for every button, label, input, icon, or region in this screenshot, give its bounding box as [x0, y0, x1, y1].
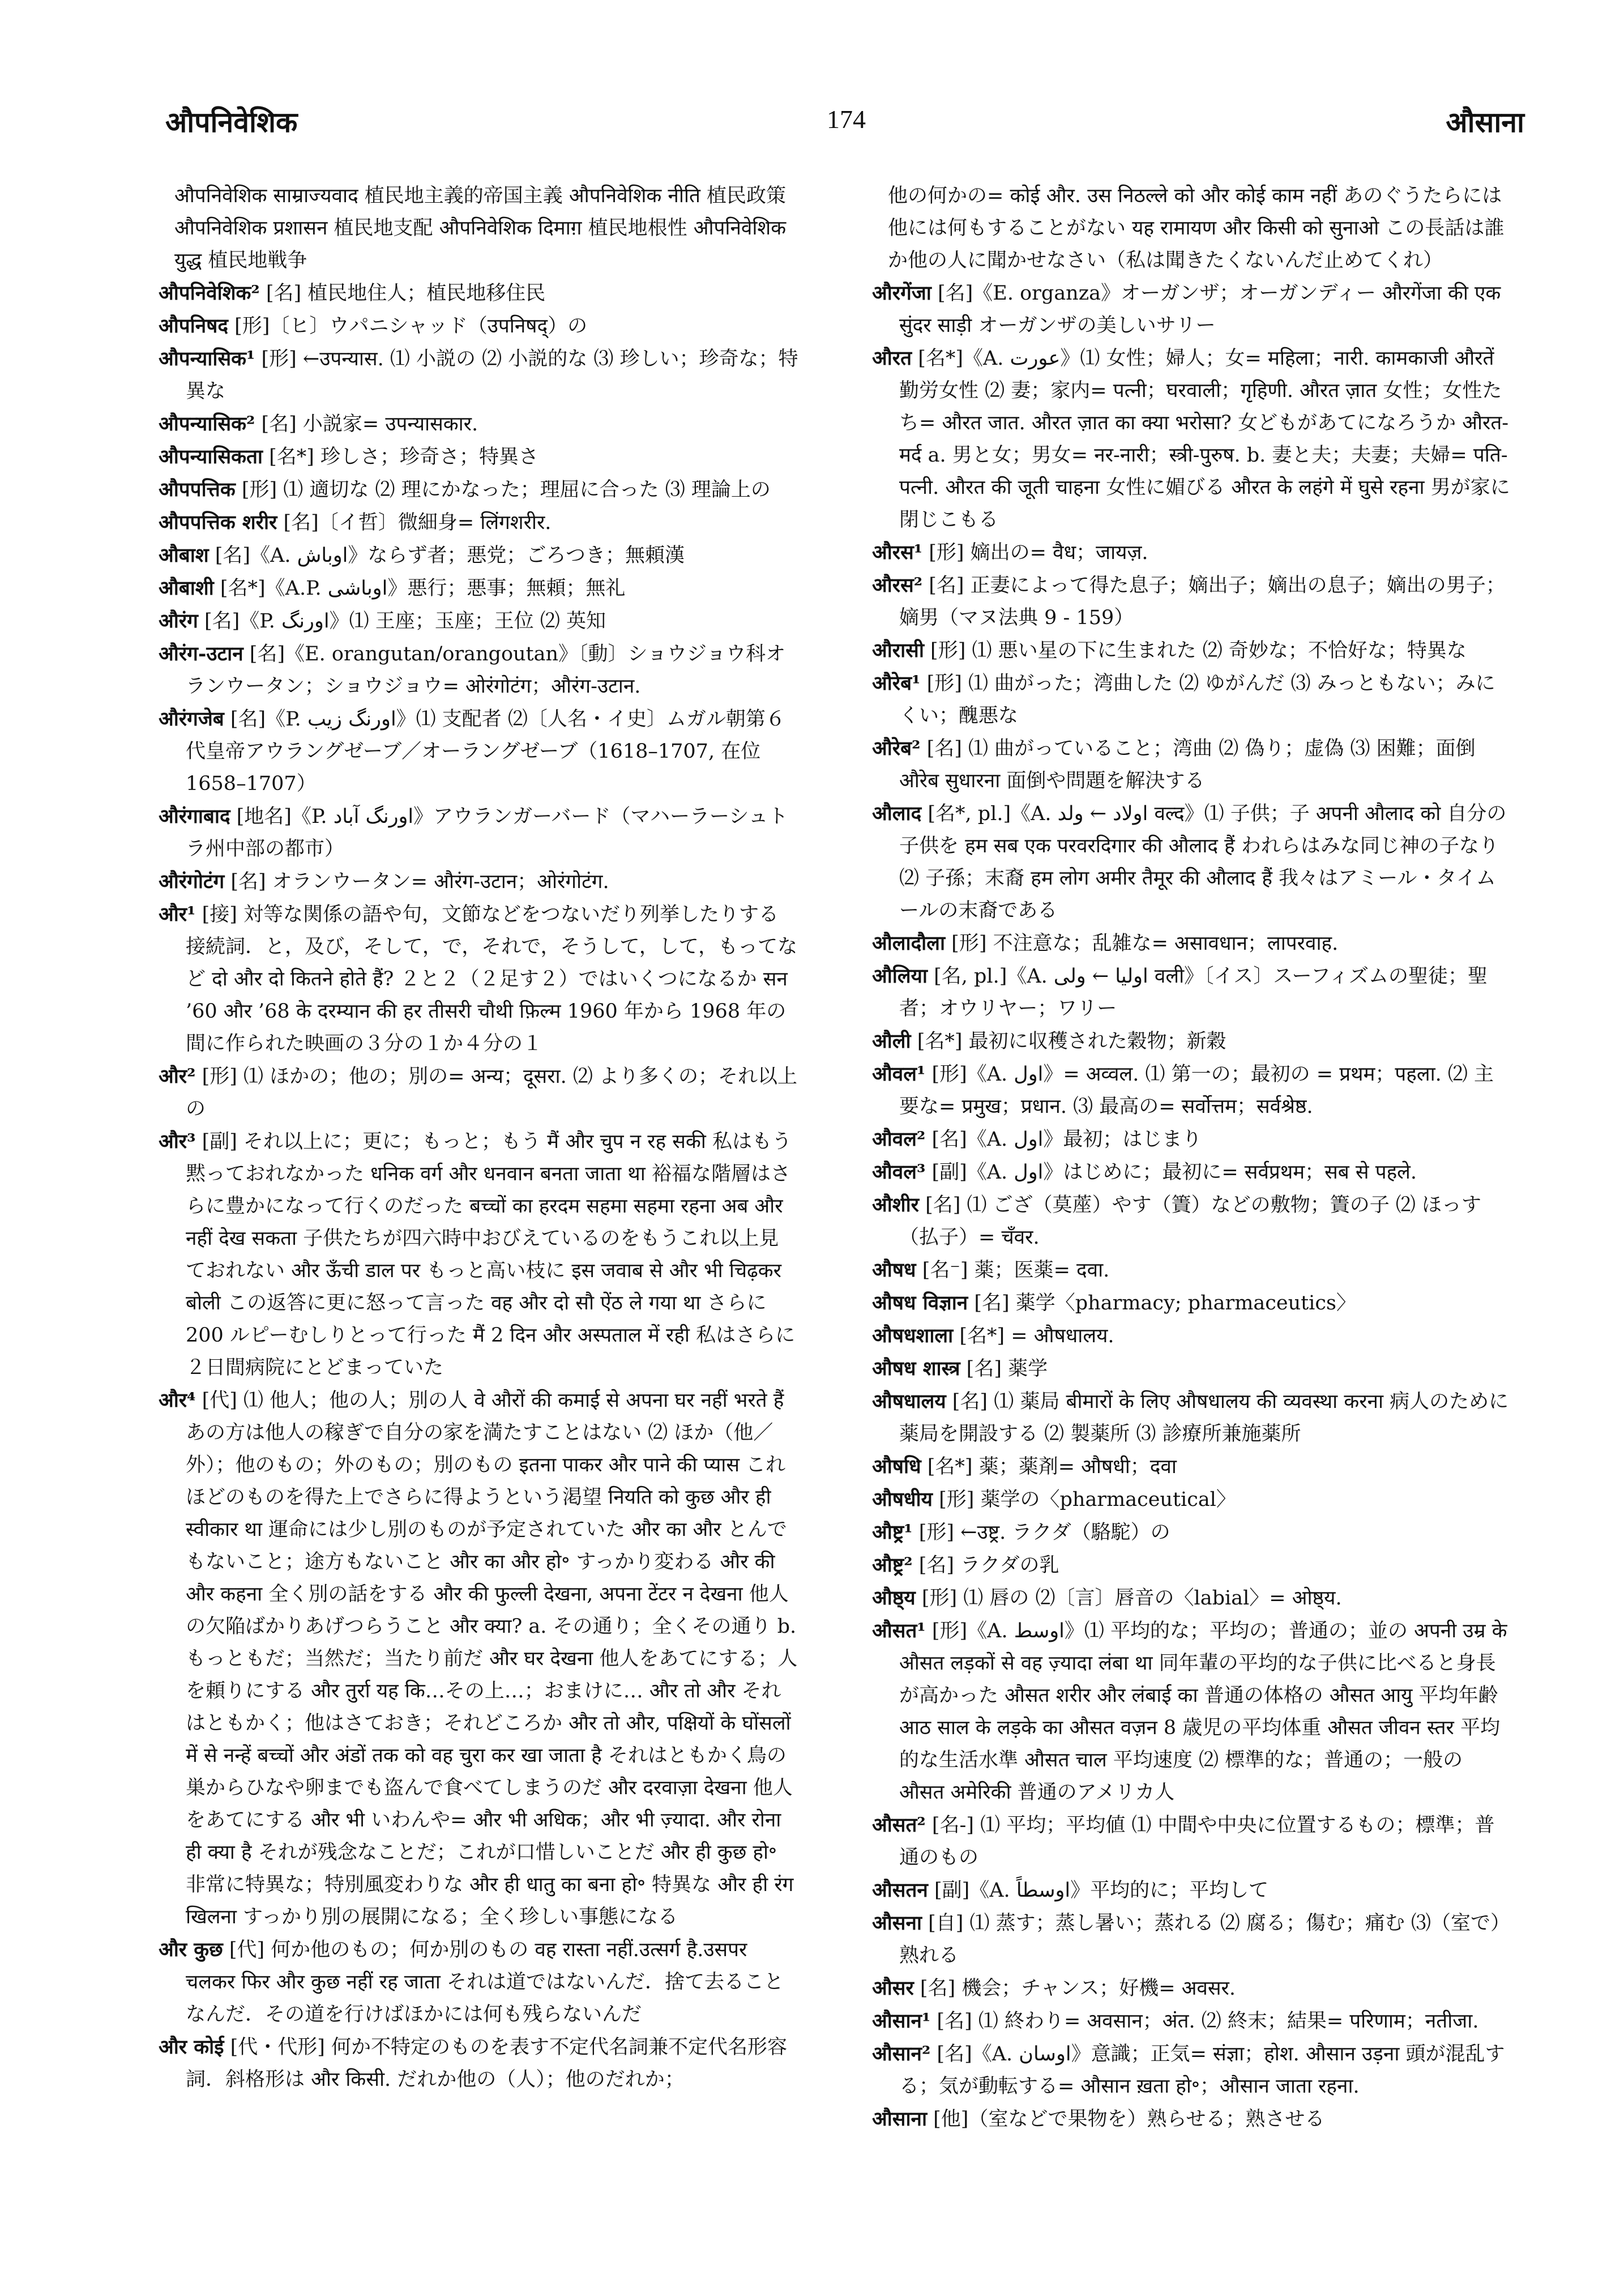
entry-definition: [接] 対等な関係の語や句，文節などをつないだり列挙したりする接続詞．と，及び，そして，で，それで，そうして，して，もってなど दो और दो कितने होते हैं? ２と２（２足す２）ではいくつになるか सन ’60 और ’68 के दरम्यान की हर तीसरी चौथी फ़िल्म 1960 年から 1968 年の間に作られた映画の３分の１か４分の１	[186, 903, 798, 1055]
entry-headword: औरंगोटंग	[159, 870, 225, 893]
dictionary-entry	[872, 2005, 1512, 2038]
entry-definition: [地名]《P. اورنگ آباد》アウランガーバード（マハーラーシュトラ州中部の都市）	[186, 805, 788, 860]
entry-headword: औसत¹	[872, 1619, 926, 1642]
dictionary-entry	[872, 1254, 1512, 1287]
dictionary-entry	[872, 667, 1512, 732]
entry-headword: औरंग	[159, 609, 198, 633]
entry-headword: औलाद	[872, 802, 922, 825]
entry-definition: [名]《P. اورنگ》⑴ 王座；玉座；王位 ⑵ 英知	[198, 610, 606, 633]
entry-headword: औषधशाला	[872, 1324, 954, 1347]
dictionary-entry	[872, 1189, 1512, 1254]
entry-definition: [名, pl.]《A. اولیا ← ولی वली》〔イス〕スーフィズムの聖徒；聖者；オウリヤー；ワリー	[899, 965, 1488, 1020]
dictionary-entry	[872, 536, 1512, 569]
dictionary-entry	[872, 927, 1512, 960]
dictionary-entry	[872, 1385, 1512, 1450]
dictionary-entry	[872, 1972, 1512, 2005]
entry-headword: औलादौला	[872, 932, 946, 955]
entry-definition: [名] ラクダの乳	[912, 1554, 1059, 1577]
entry-headword: औषध विज्ञान	[872, 1291, 968, 1314]
dictionary-entry	[159, 408, 798, 441]
entry-definition: [名]《E. organza》オーガンザ；オーガンディー औरगेंजा की एक सुंदर साड़ी オーガンザの美しいサリー	[899, 282, 1501, 337]
entry-definition: [名*] 珍しさ；珍奇さ；特異さ	[263, 446, 539, 468]
dictionary-entry	[159, 572, 798, 605]
entry-definition: [形] 嫡出の= वैध；जायज़.	[922, 541, 1148, 564]
entry-definition: [名]《A. اول》最初；はじまり	[925, 1128, 1202, 1151]
entry-headword: औषध शास्त्र	[872, 1357, 960, 1380]
entry-definition: [自] ⑴ 蒸す；蒸し暑い；蒸れる ⑵ 腐る；傷む；痛む ⑶（室で）熟れる	[899, 1912, 1511, 1967]
entry-headword: औपनिवेशिक²	[159, 281, 260, 305]
entry-definition: [他]（室などで果物を）熟らせる；熟させる	[927, 2108, 1325, 2131]
entry-headword: औषधालय	[872, 1390, 946, 1413]
entry-headword: औवल¹	[872, 1062, 926, 1086]
dictionary-entry	[159, 539, 798, 572]
dictionary-entry	[872, 634, 1512, 667]
entry-headword: औपन्यासिक²	[159, 412, 255, 436]
dictionary-entry	[872, 1058, 1512, 1123]
dictionary-entry	[159, 343, 798, 408]
entry-definition: [名*] = औषधालय.	[953, 1325, 1114, 1347]
entry-definition: [名] 小説家= उपन्यासकार.	[255, 413, 478, 436]
entry-headword: औष्ठ्य	[872, 1586, 916, 1610]
entry-definition: [名]《P. اورنگ زیب》⑴ 支配者 ⑵〔人名・イ史〕ムガル朝第６代皇帝アウラングゼーブ／オーラングゼーブ（1618–1707, 在位 1658–1707）	[186, 708, 785, 795]
dictionary-entry	[872, 1874, 1512, 1907]
dictionary-entry	[872, 1582, 1512, 1615]
entry-headword: औरंग-उटान	[159, 642, 243, 665]
dictionary-entry	[159, 1384, 798, 1934]
entry-definition: [名*] 最初に収穫された穀物；新穀	[911, 1030, 1226, 1053]
entry-definition: [名] 薬学〈pharmacy; pharmaceutics〉	[968, 1292, 1356, 1314]
entry-definition: [名]《A. اوباش》ならず者；悪党；ごろつき；無頼漢	[208, 544, 685, 567]
entry-definition: [名]《A. اوسان》意識；正気= संज्ञा；होश. औसान उड़ना 頭が混乱する；気が動転する= औसान ख़ता हो॰；औसान जाता रहना.	[899, 2043, 1505, 2098]
entry-definition: [形] ⑴ 唇の ⑵〔言〕唇音の〈labial〉= ओष्ठ्य.	[915, 1587, 1342, 1610]
entry-definition: [副] それ以上に；更に；もっと；もう मैं और चुप न रह सकी 私はもう黙っておれなかった धनिक वर्ग और धनवान बनता जाता था 裕福な階層はさらに豊かになって行くのだった बच्चों का हरदम सहमा सहमा रहना अब और नहीं देख सकता 子供たちが四六時中おびえているのをもうこれ以上見ておれない और ऊँची डाल पर もっと高い枝に इस जवाब से और भी चिढ़कर बोली この返答に更に怒って言った वह और दो सौ ऐंठ ले गया था さらに 200 ルピーむしりとって行った मैं 2 दिन और अस्पताल में रही 私はさらに２日間病院にとどまっていた	[186, 1130, 796, 1379]
dictionary-entry	[872, 2103, 1512, 2136]
entry-definition: [形] 不注意な；乱雑な= असावधान；लापरवाह.	[945, 932, 1339, 955]
entry-definition: 他の何かの= कोई और. उस निठल्ले को और कोई काम नहीं あのぐうたらには他には何もすることがない यह रामायण और किसी को सुनाओ この長話は誰か他の人に聞かせなさい（私は聞きたくないんだ止めてくれ）	[888, 185, 1505, 272]
entry-definition: [形] ⑴ 曲がった；湾曲した ⑵ ゆがんだ ⑶ みっともない；みにくい；醜悪な	[899, 672, 1495, 727]
dictionary-entry	[872, 960, 1512, 1025]
entry-definition: [名] 薬学	[960, 1358, 1048, 1380]
entry-headword: औसर	[872, 1977, 914, 2000]
dictionary-entry	[872, 1907, 1512, 1972]
entry-headword: औपपत्तिक शरीर	[159, 511, 277, 534]
entry-headword: औपपत्तिक	[159, 478, 236, 501]
entry-headword: औष्ट्र²	[872, 1553, 913, 1577]
entry-definition: [形] ⑴ ほかの；他の；別の= अन्य；दूसरा. ⑵ より多くの；それ以上の	[186, 1065, 797, 1120]
dictionary-entry	[159, 310, 798, 343]
entry-headword: और कुछ	[159, 1938, 223, 1961]
left-column	[159, 180, 798, 2096]
right-column	[872, 180, 1512, 2136]
entry-headword: औषधि	[872, 1455, 921, 1478]
dictionary-entry	[872, 1156, 1512, 1189]
dictionary-entry	[872, 1615, 1512, 1809]
entry-definition: [名*] 薬；薬剤= औषधी；दवा	[921, 1456, 1177, 1478]
entry-headword: औबाशी	[159, 577, 214, 600]
dictionary-entry	[872, 1025, 1512, 1058]
entry-headword: औबाश	[159, 544, 209, 567]
entry-definition: [名⁻] 薬；医薬= दवा.	[916, 1259, 1110, 1282]
entry-definition: औपनिवेशिक साम्राज्यवाद 植民地主義的帝国主義 औपनिवेशिक नीति 植民政策 औपनिवेशिक प्रशासन 植民地支配 औपनिवेशिक दिमाग़ 植民地根性 औपनिवेशिक युद्ध 植民地戦争	[174, 185, 787, 272]
dictionary-entry	[159, 441, 798, 473]
dictionary-entry	[159, 1060, 798, 1125]
entry-definition: [代] ⑴ 他人；他の人；別の人 वे औरों की कमाई से अपना घर नहीं भरते हैं あの方は他人の稼ぎで自分の家を満たすことはない ⑵ ほか（他／外）；他のもの；外のもの；別のもの इतना पाकर और पाने की प्यास これほどのものを得た上でさらに得ようという渇望 नियति को कुछ और ही स्वीकार था 運命には少し別のものが予定されていた और का और とんでもないこと；途方もないこと और का और हो॰ すっかり変わる और की और कहना 全く別の話をする और की फुल्ली देखना, अपना टेंटर न देखना 他人の欠陥ばかりあげつらうこと और क्या? a. その通り；全くその通り b. もっともだ；当然だ；当たり前だ और घर देखना 他人をあてにする；人を頼りにする और तुर्रा यह कि…その上…；おまけに… और तो और それはともかく；他はさておき；それどころか और तो और, पक्षियों के घोंसलों में से नन्हें बच्चों और अंडों तक को वह चुरा कर खा जाता है それはともかく鳥の巣からひなや卵までも盗んで食べてしまうのだ और दरवाज़ा देखना 他人をあてにする और भी いわんや= और भी अधिक；और भी ज़्यादा. और रोना ही क्या है それが残念なことだ；これが口惜しいことだ और ही कुछ हो॰ 非常に特異な；特別風変わりな और ही धातु का बना हो॰ 特異な और ही रंग खिलना すっかり別の展開になる；全く珍しい事態になる	[186, 1389, 798, 1928]
entry-headword: और⁴	[159, 1389, 196, 1412]
dictionary-entry	[872, 1450, 1512, 1483]
dictionary-entry	[159, 703, 798, 800]
dictionary-entry	[872, 2038, 1512, 2103]
dictionary-entry	[872, 1516, 1512, 1549]
entry-headword: औसान²	[872, 2042, 931, 2065]
dictionary-entry	[872, 569, 1512, 634]
entry-definition: [副]《A. اول》はじめに；最初に= सर्वप्रथम；सब से पहले.	[925, 1161, 1417, 1184]
entry-headword: औसतन	[872, 1879, 928, 1902]
entry-definition: [名*, pl.]《A. اولاد ← ولد वल्द》⑴ 子供；子 अपनी औलाद को 自分の子供を हम सब एक परवरदिगार की औलाद हैं われらはみな同じ神の子なり ⑵ 子孫；末裔 हम लोग अमीर तैमूर की औलाद हैं 我々はアミール・タイムールの末裔である	[899, 803, 1507, 922]
dictionary-entry	[872, 797, 1512, 927]
entry-headword: औरंगजेब	[159, 707, 224, 731]
entry-definition: [形] ←उपन्यास. ⑴ 小説の ⑵ 小説的な ⑶ 珍しい；珍奇な；特異な	[186, 348, 798, 403]
entry-headword: औपन्यासिक¹	[159, 347, 255, 370]
entry-headword: औरासी	[872, 639, 924, 662]
entry-headword: औसान¹	[872, 2009, 931, 2033]
entry-definition: [代] 何か他のもの；何か別のもの वह रास्ता नहीं.उत्सर्ग है.उसपर चलकर फिर और कुछ नहीं रह जाता それは道ではないんだ．捨て去ることなんだ．その道を行けばほかには何も残らないんだ	[186, 1939, 784, 2026]
entry-definition: [名] オランウータン= औरंग-उटान；ओरंगोटंग.	[224, 870, 609, 893]
entry-headword: और²	[159, 1065, 196, 1088]
entry-headword: औवल³	[872, 1160, 926, 1184]
entry-definition: [形] ←उष्ट्र. ラクダ（駱駝）の	[912, 1521, 1170, 1544]
dictionary-entry	[872, 1123, 1512, 1156]
entry-definition: [代・代形] 何か不特定のものを表す不定代名詞兼不定代名形容詞．斜格形は और किसी. だれか他の（人）；他のだれか；	[186, 2036, 788, 2091]
dictionary-entry	[872, 1809, 1512, 1874]
entry-headword: औलिया	[872, 964, 928, 988]
entry-definition: [名] ⑴ 終わり= अवसान；अंत. ⑵ 終末；結果= परिणाम；नतीजा.	[930, 2010, 1479, 2033]
entry-headword: औपन्यासिकता	[159, 445, 263, 468]
entry-definition: [名] ⑴ 薬局 बीमारों के लिए औषधालय की व्यवस्था करना 病人のために薬局を開設する ⑵ 製薬所 ⑶ 診療所兼施薬所	[899, 1390, 1509, 1445]
dictionary-entry	[159, 1934, 798, 2031]
page-number: 174	[827, 105, 866, 134]
dictionary-entry	[872, 1352, 1512, 1385]
entry-headword: औरेब¹	[872, 672, 921, 695]
entry-definition: [名] 正妻によって得た息子；嫡出子；嫡出の息子；嫡出の男子；嫡男（マヌ法典 9 - 159）	[899, 574, 1506, 629]
entry-headword: औरेब²	[872, 737, 921, 760]
dictionary-entry	[159, 277, 798, 310]
entry-headword: औरस²	[872, 574, 923, 597]
entry-definition: [名*]《A. عورت》⑴ 女性；婦人；女= महिला；नारी. कामकाजी औरतें 勤労女性 ⑵ 妻；家内= पत्नी；घरवाली；गृहिणी. औरत ज़ात 女性；女性たち= औरत जात. औरत ज़ात का क्या भरोसा? 女どもがあてになろうか औरत-मर्द a. 男と女；男女= नर-नारी；स्त्री-पुरुष. b. 妻と夫；夫妻；夫婦= पति-पत्नी. औरत की जूती चाहना 女性に媚びる औरत के लहंगे में घुसे रहना 男が家に閉じこもる	[899, 347, 1510, 531]
entry-headword: औपनिषद	[159, 314, 228, 338]
dictionary-entry	[872, 1320, 1512, 1352]
entry-headword: औरत	[872, 347, 912, 370]
entry-definition: [名] 機会；チャンス；好機= अवसर.	[913, 1977, 1236, 2000]
dictionary-entry	[159, 605, 798, 638]
entry-headword: औषधीय	[872, 1488, 933, 1511]
dictionary-entry	[159, 180, 798, 277]
entry-headword: औसत²	[872, 1813, 926, 1837]
entry-definition: [形] 薬学の〈pharmaceutical〉	[932, 1488, 1236, 1511]
entry-headword: औष्ट्र¹	[872, 1521, 913, 1544]
entry-definition: [形]《A. اول》= अव्वल. ⑴ 第一の；最初の = प्रथम；पहला. ⑵ 主要な= प्रमुख；प्रधान. ⑶ 最高の= सर्वोत्तम；सर्वश्रेष्ठ.	[899, 1063, 1494, 1118]
entry-headword: औषध	[872, 1258, 916, 1282]
entry-definition: [名] 植民地住人；植民地移住民	[259, 282, 546, 305]
entry-headword: औरगेंजा	[872, 281, 931, 305]
entry-headword: औसना	[872, 1911, 922, 1935]
dictionary-entry	[159, 506, 798, 539]
entry-headword: औरस¹	[872, 541, 923, 564]
entry-definition: [形] ⑴ 適切な ⑵ 理にかなった；理屈に合った ⑶ 理論上の	[235, 479, 771, 501]
entry-headword: औली	[872, 1030, 911, 1053]
entry-definition: [形]〔ヒ〕ウパニシャッド（उपनिषद्）の	[228, 315, 588, 338]
dictionary-entry	[159, 2031, 798, 2096]
dictionary-entry	[159, 865, 798, 898]
running-head-left: औपनिवेशिक	[165, 105, 298, 139]
entry-headword: औसाना	[872, 2107, 928, 2131]
dictionary-entry	[159, 800, 798, 865]
dictionary-entry	[159, 1125, 798, 1384]
entry-headword: और³	[159, 1130, 196, 1153]
entry-definition: [副]《A. اوسطاً》平均的に；平均して	[928, 1879, 1269, 1902]
entry-headword: औरंगाबाद	[159, 805, 230, 828]
entry-headword: और¹	[159, 903, 196, 926]
dictionary-entry	[872, 732, 1512, 797]
running-head-right: औसाना	[1446, 105, 1524, 139]
entry-definition: [名]《E. orangutan/orangoutan》〔動〕ショウジョウ科オランウータン；ショウジョウ= ओरंगोटंग；औरंग-उटान.	[186, 643, 786, 698]
dictionary-entry	[159, 638, 798, 703]
entry-definition: [名]〔イ哲〕微細身= लिंगशरीर.	[277, 511, 552, 534]
dictionary-entry	[872, 1287, 1512, 1320]
dictionary-entry	[159, 898, 798, 1060]
entry-headword: औवल²	[872, 1128, 926, 1151]
entry-headword: और कोई	[159, 2035, 224, 2059]
dictionary-entry	[159, 473, 798, 506]
entry-definition: [形]《A. اوسط》⑴ 平均的な；平均の；普通の；並の अपनी उम्र के औसत लड़कों से वह ज़्यादा लंबा था 同年輩の平均的な子供に比べると身長が高かった औसत शरीर और लंबाई का 普通の体格の औसत आयु 平均年齢 आठ साल के लड़के का औसत वज़न 8 歳児の平均体重 औसत जीवन स्तर 平均的な生活水準 औसत चाल 平均速度 ⑵ 標準的な；普通の；一般の औसत अमेरिकी 普通のアメリカ人	[899, 1620, 1507, 1804]
dictionary-entry	[872, 1549, 1512, 1582]
entry-definition: [名] ⑴ 曲がっていること；湾曲 ⑵ 偽り；虚偽 ⑶ 困難；面倒 औरेब सुधारना 面倒や問題を解決する	[899, 737, 1476, 792]
entry-definition: [形] ⑴ 悪い星の下に生まれた ⑵ 奇妙な；不恰好な；特異な	[924, 639, 1467, 662]
dictionary-entry	[872, 342, 1512, 536]
entry-definition: [名*]《A.P. اوباشی》悪行；悪事；無頼；無礼	[213, 577, 626, 600]
dictionary-entry	[872, 277, 1512, 342]
entry-definition: [名] ⑴ ござ（莫蓙）やす（簀）などの敷物；簀の子 ⑵ ほっす（払子）= चँवर.	[899, 1194, 1481, 1249]
dictionary-entry	[872, 1483, 1512, 1516]
entry-headword: औशीर	[872, 1193, 919, 1217]
entry-definition: [名-] ⑴ 平均；平均値 ⑴ 中間や中央に位置するもの；標準；普通のもの	[899, 1814, 1495, 1869]
dictionary-entry	[872, 180, 1512, 277]
